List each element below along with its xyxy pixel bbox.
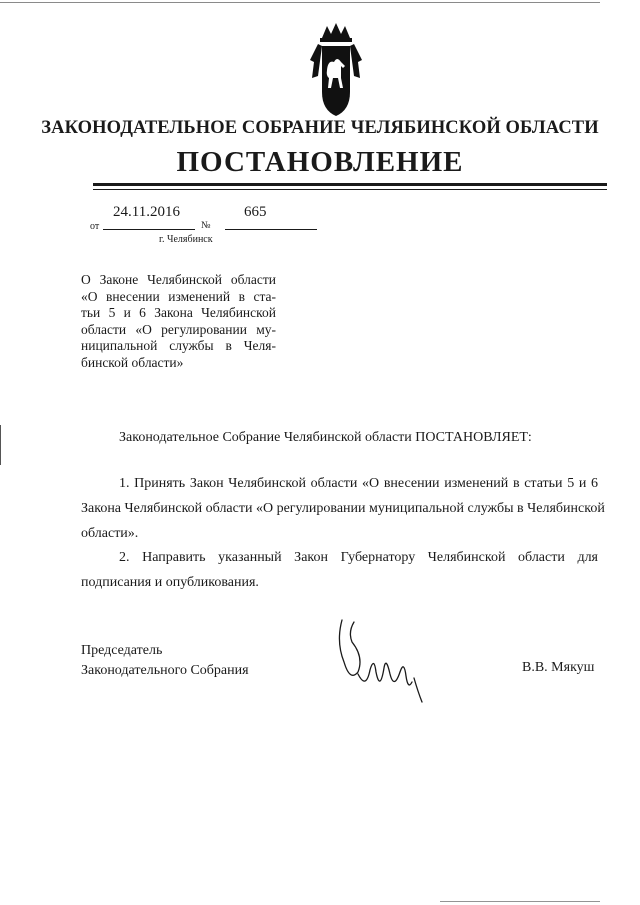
signatory-title-line-1: Председатель — [81, 643, 163, 658]
scan-edge-left — [0, 425, 1, 465]
item-1-line: 1. Принять Закон Челябинской области «О внесении изменений в статьи 5 и 6 — [119, 476, 598, 491]
resolution-item-1 — [81, 471, 605, 546]
resolution-item-2 — [81, 545, 598, 595]
item-1-line: Закона Челябинской области «О регулировании муниципальной службы в Челябинской — [81, 501, 605, 516]
scan-edge-top — [0, 2, 600, 3]
header-rule-thick — [93, 183, 607, 186]
subject-line: тьи 5 и 6 Закона Челябинской — [81, 305, 276, 320]
subject-line: области «О регулировании му- — [81, 321, 276, 337]
subject-line: О Законе Челябинской области — [81, 272, 276, 287]
scan-edge-bottom — [440, 901, 600, 902]
item-2-line: подписания и опубликования. — [81, 575, 259, 590]
header-rule-thin — [93, 189, 607, 190]
preamble: Законодательное Собрание Челябинской области ПОСТАНОВЛЯЕТ: — [119, 430, 532, 445]
number-underline — [225, 229, 317, 230]
signatory-title — [81, 641, 249, 681]
subject-line: бинской области» — [81, 354, 184, 370]
item-2-line: 2. Направить указанный Закон Губернатору Челябинской области для — [119, 550, 598, 565]
city-label: г. Челябинск — [159, 234, 213, 245]
coat-of-arms-icon — [300, 20, 372, 130]
subject-line: «О внесении изменений в ста- — [81, 288, 276, 304]
document-number: 665 — [244, 204, 267, 220]
document-type-title: ПОСТАНОВЛЕНИЕ — [176, 146, 464, 178]
number-label: № — [201, 220, 211, 231]
signatory-name: В.В. Мякуш — [522, 660, 595, 675]
signatory-title-line-2: Законодательного Собрания — [81, 663, 249, 678]
subject-block — [81, 272, 276, 371]
organization-title: ЗАКОНОДАТЕЛЬНОЕ СОБРАНИЕ ЧЕЛЯБИНСКОЙ ОБЛАСТИ — [41, 118, 599, 138]
subject-line: ниципальной службы в Челя- — [81, 338, 276, 353]
date-label: от — [90, 221, 100, 232]
item-1-line: области». — [81, 526, 139, 541]
document-date: 24.11.2016 — [113, 204, 180, 220]
handwritten-signature-icon — [330, 612, 430, 707]
date-underline — [103, 229, 195, 230]
